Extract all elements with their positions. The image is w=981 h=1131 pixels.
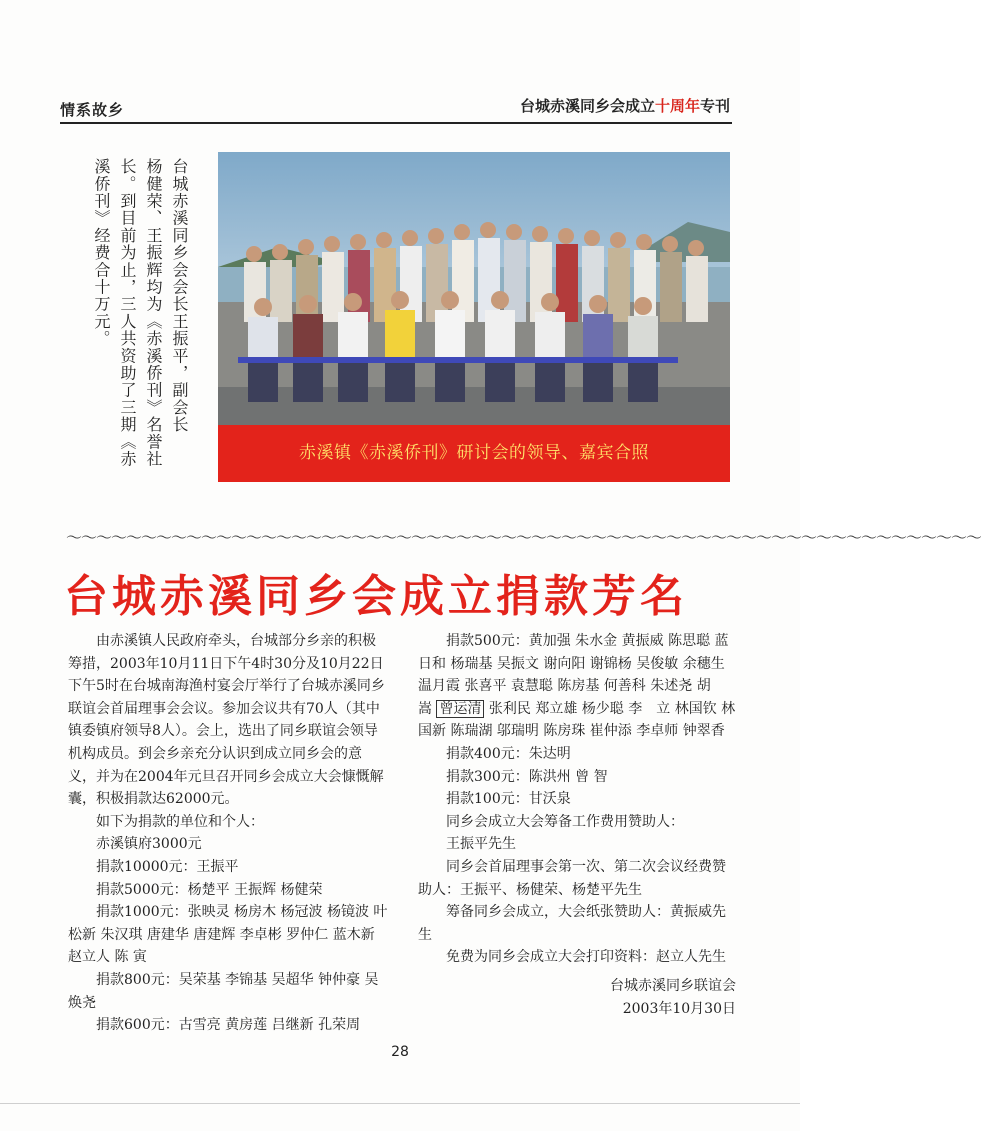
donation-entry: 捐款100元：甘沃泉 — [446, 791, 571, 808]
sponsor-entry: 筹备同乡会成立，大会纸张赞助人：黄振威先生 — [418, 904, 726, 943]
group-photo — [218, 152, 730, 482]
donation-entry: 捐款10000元：王振平 — [96, 858, 239, 875]
footer-rule — [0, 1103, 800, 1104]
page-number: 28 — [391, 1044, 409, 1060]
issue-title-prefix: 台城赤溪同乡会成立 — [519, 97, 655, 115]
donation-entry: 捐款5000元：杨楚平 王振辉 杨健荣 — [96, 881, 323, 898]
sponsor-heading: 同乡会成立大会筹备工作费用赞助人： — [446, 813, 684, 830]
sponsor-entry: 同乡会首届理事会第一次、第二次会议经费赞助人：王振平、杨健荣、杨楚平先生 — [418, 858, 726, 898]
signature-org: 台城赤溪同乡联谊会 — [610, 977, 736, 994]
donation-500-part-a: 捐款500元：黄加强 朱水金 黄振威 陈思聪 蓝日和 杨瑞基 吴振文 谢向阳 谢锦杨 吴俊敏 余穗生 温月霞 张喜平 袁慧聪 陈房基 何善科 朱述尧 胡 嵩 — [418, 633, 729, 717]
issue-title-suffix: 专刊 — [699, 97, 730, 115]
donation-entry: 捐款800元：吴荣基 李锦基 吴超华 钟仲豪 吴焕尧 — [68, 971, 379, 1011]
donation-entry: 捐款400元：朱达明 — [446, 745, 571, 762]
photo-caption: 赤溪镇《赤溪侨刊》研讨会的领导、嘉宾合照 — [218, 425, 730, 482]
donation-500-part-b: 张利民 郑立雄 杨少聪 李 立 林国钦 林国新 陈瑞湖 邬瑞明 陈房珠 崔仲添 李卓师 钟翠香 — [418, 700, 736, 740]
intro-paragraph: 由赤溪镇人民政府牵头，台城部分乡亲的积极筹措，2003年10月11日下午4时30分及10月22日下午5时在台城南海渔村宴会厅举行了台城赤溪同乡联谊会首届理事会会议。参加会议共有70人（其中镇委镇府领导8人）。会上，选出了同乡联谊会领导机构成员。到会乡亲充分认识到成立同乡会的意义，并为在2004年元旦召开同乡会成立大会慷慨解囊，积极捐款达62000元。 — [68, 633, 385, 808]
sidebar-note-line-1: 台城赤溪同乡会会长王振平，副会长 — [170, 158, 189, 434]
sidebar-note-line-4: 溪侨刊》经费合十万元。 — [92, 158, 111, 348]
header-rule — [60, 122, 732, 124]
section-label: 情系故乡 — [60, 101, 125, 119]
article-right-column — [418, 630, 736, 1020]
issue-title-accent: 十周年 — [654, 97, 700, 115]
donation-entry-500 — [418, 630, 736, 743]
sidebar-note-line-3: 长。到目前为止，三人共资助了三期《赤 — [118, 158, 137, 468]
sponsor-entry: 免费为同乡会成立大会打印资料：赵立人先生 — [446, 949, 726, 966]
article-left-column — [68, 630, 388, 1037]
article-title: 台城赤溪同乡会成立捐款芳名 — [64, 571, 688, 622]
sidebar-note-line-2: 杨健荣、王振辉均为《赤溪侨刊》名誉社 — [144, 158, 163, 468]
donor-intro: 如下为捐款的单位和个人： — [96, 813, 264, 830]
boxed-donor-name: 曾运清 — [436, 700, 484, 718]
donation-entry: 捐款300元：陈洪州 曾 智 — [446, 768, 608, 785]
signature-date: 2003年10月30日 — [622, 1000, 736, 1017]
donation-entry: 捐款1000元：张映灵 杨房木 杨冠波 杨镜波 叶松新 朱汉琪 唐建华 唐建辉 李卓彬 罗仲仁 蓝木新 赵立人 陈 寅 — [68, 904, 388, 966]
group-photo-image — [218, 152, 730, 425]
sponsor-name: 王振平先生 — [446, 836, 516, 853]
donation-entry: 赤溪镇府3000元 — [96, 836, 202, 853]
issue-title — [520, 95, 730, 116]
donation-entry: 捐款600元：古雪亮 黄房莲 吕继新 孔荣周 — [96, 1017, 361, 1034]
wavy-divider: ～～～～～～～～～～～～～～～～～～～～～～～～～～～～～～～～～～～～～～～～～～～～～～～～～～～～～～～～～～～～～ — [66, 528, 981, 547]
